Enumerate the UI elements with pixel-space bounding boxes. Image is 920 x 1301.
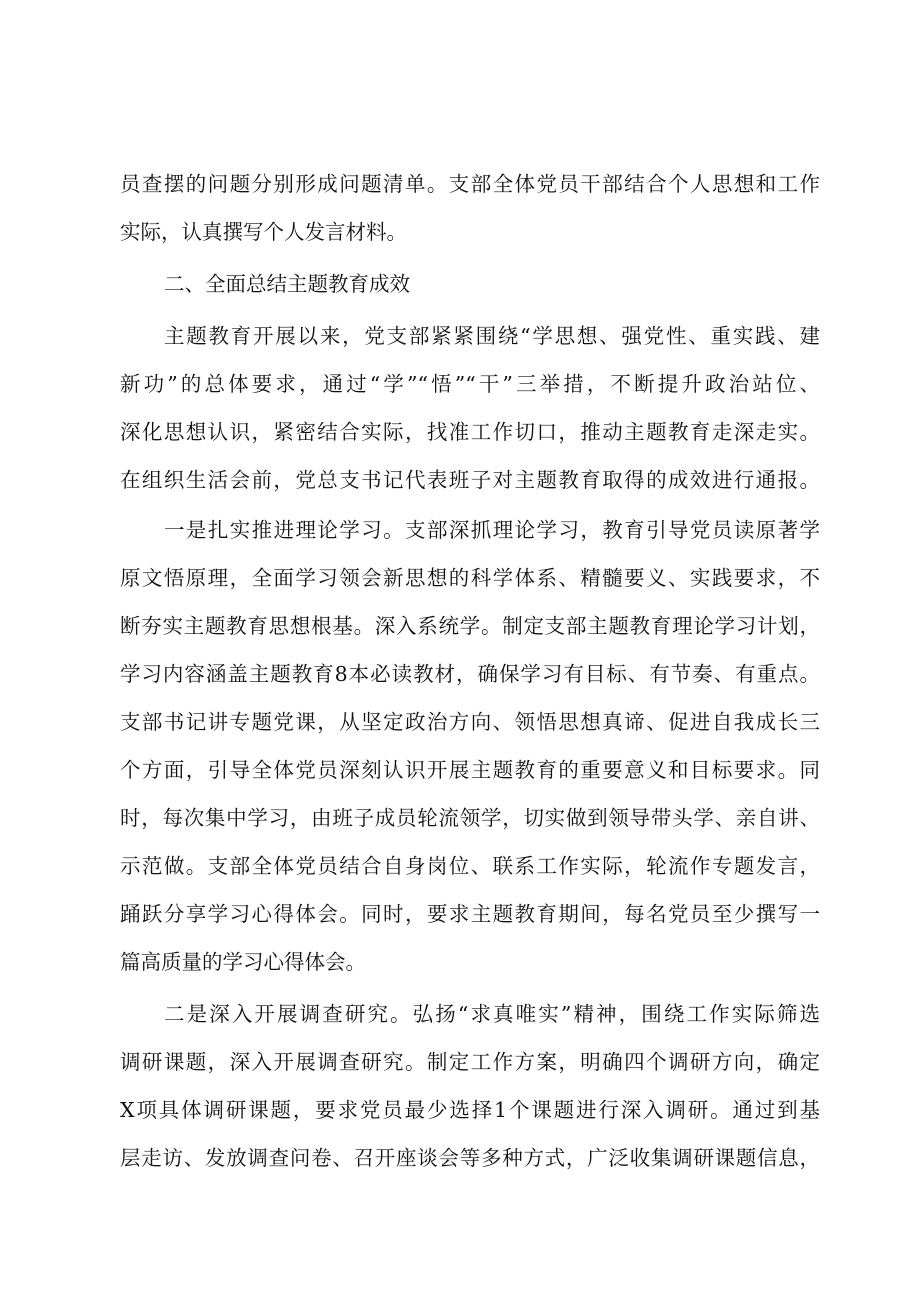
text-line: 篇高质量的学习心得体会。: [120, 950, 366, 974]
text-line: 员查摆的问题分别形成问题清单。支部全体党员干部结合个人思想和工作: [120, 172, 820, 196]
text-line: 调研课题，深入开展调查研究。制定工作方案，明确四个调研方向，确定: [120, 1050, 820, 1074]
section-heading: 二、全面总结主题教育成效: [164, 272, 410, 296]
text-line: 主题教育开展以来，党支部紧紧围绕“学思想、强党性、重实践、建: [164, 324, 820, 348]
text-line: 支部书记讲专题党课，从坚定政治方向、领悟思想真谛、促进自我成长三: [120, 710, 820, 734]
text-line: 原文悟原理，全面学习领会新思想的科学体系、精髓要义、实践要求，不: [120, 566, 820, 590]
text-line: 新功”的总体要求，通过“学”“悟”“干”三举措，不断提升政治站位、: [120, 372, 820, 396]
text-line: 断夯实主题教育思想根基。深入系统学。制定支部主题教育理论学习计划，: [120, 614, 820, 638]
text-line: 二是深入开展调查研究。弘扬“求真唯实”精神，围绕工作实际筛选: [164, 1002, 820, 1026]
text-line: X项具体调研课题，要求党员最少选择1个课题进行深入调研。通过到基: [120, 1098, 820, 1122]
text-line: 踊跃分享学习心得体会。同时，要求主题教育期间，每名党员至少撰写一: [120, 902, 820, 926]
text-line: 个方面，引导全体党员深刻认识开展主题教育的重要意义和目标要求。同: [120, 758, 820, 782]
text-line: 时，每次集中学习，由班子成员轮流领学，切实做到领导带头学、亲自讲、: [120, 806, 820, 830]
text-line: 深化思想认识，紧密结合实际，找准工作切口，推动主题教育走深走实。: [120, 420, 820, 444]
text-line: 学习内容涵盖主题教育8本必读教材，确保学习有目标、有节奏、有重点。: [120, 662, 820, 686]
text-line: 在组织生活会前，党总支书记代表班子对主题教育取得的成效进行通报。: [120, 468, 820, 492]
text-line: 实际，认真撰写个人发言材料。: [120, 220, 407, 244]
text-line: 一是扎实推进理论学习。支部深抓理论学习，教育引导党员读原著学: [164, 518, 820, 542]
text-line: 层走访、发放调查问卷、召开座谈会等多种方式，广泛收集调研课题信息，: [120, 1146, 820, 1170]
text-line: 示范做。支部全体党员结合自身岗位、联系工作实际，轮流作专题发言，: [120, 854, 820, 878]
